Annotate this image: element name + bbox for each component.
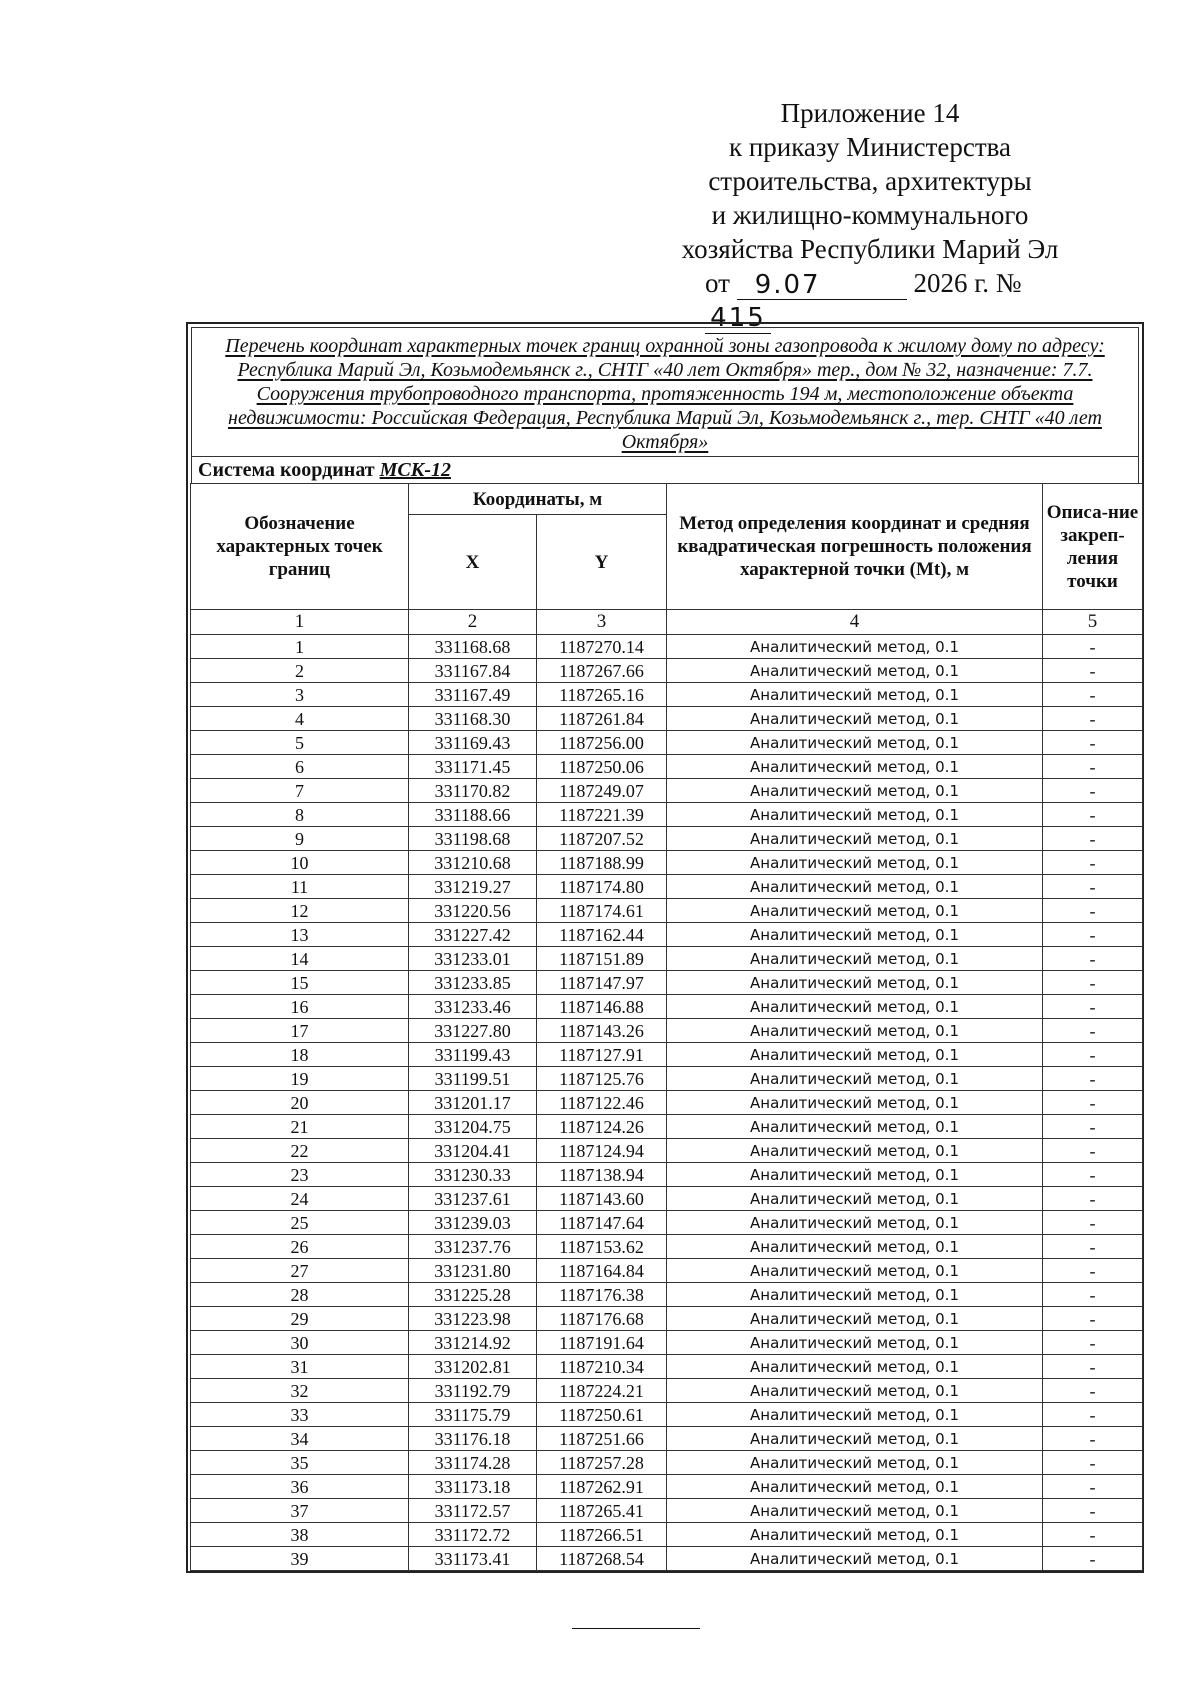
x-coordinate-cell: 331239.03 — [409, 1211, 537, 1235]
point-number-cell: 8 — [191, 803, 409, 827]
y-coordinate-cell: 1187265.41 — [537, 1499, 667, 1523]
table-row — [191, 731, 1143, 755]
y-coordinate-cell: 1187188.99 — [537, 851, 667, 875]
y-coordinate-cell: 1187250.06 — [537, 755, 667, 779]
x-coordinate-cell: 331192.79 — [409, 1379, 537, 1403]
y-coordinate-cell: 1187176.38 — [537, 1283, 667, 1307]
x-coordinate-cell: 331204.41 — [409, 1139, 537, 1163]
point-number-cell: 6 — [191, 755, 409, 779]
table-row — [191, 1331, 1143, 1355]
x-coordinate-cell: 331167.49 — [409, 683, 537, 707]
table-row — [191, 1283, 1143, 1307]
method-cell: Аналитический метод, 0.1 — [667, 635, 1043, 659]
table-row — [191, 1259, 1143, 1283]
method-cell: Аналитический метод, 0.1 — [667, 659, 1043, 683]
x-coordinate-cell: 331204.75 — [409, 1115, 537, 1139]
y-coordinate-cell: 1187153.62 — [537, 1235, 667, 1259]
method-cell: Аналитический метод, 0.1 — [667, 1091, 1043, 1115]
table-row — [191, 707, 1143, 731]
point-number-cell: 36 — [191, 1475, 409, 1499]
coordinate-system-row — [191, 457, 1139, 483]
table-row — [191, 1499, 1143, 1523]
point-number-cell: 23 — [191, 1163, 409, 1187]
y-coordinate-cell: 1187147.64 — [537, 1211, 667, 1235]
y-coordinate-cell: 1187143.26 — [537, 1019, 667, 1043]
point-number-cell: 24 — [191, 1187, 409, 1211]
y-coordinate-cell: 1187151.89 — [537, 947, 667, 971]
header-point: Обозначение характерных точек границ — [191, 484, 409, 610]
point-number-cell: 26 — [191, 1235, 409, 1259]
method-cell: Аналитический метод, 0.1 — [667, 1307, 1043, 1331]
description-cell: - — [1043, 1283, 1143, 1307]
table-row — [191, 1523, 1143, 1547]
y-coordinate-cell: 1187125.76 — [537, 1067, 667, 1091]
x-coordinate-cell: 331220.56 — [409, 899, 537, 923]
method-cell: Аналитический метод, 0.1 — [667, 971, 1043, 995]
description-cell: - — [1043, 827, 1143, 851]
point-number-cell: 19 — [191, 1067, 409, 1091]
coordinate-system-value: МСК-12 — [379, 459, 451, 481]
appendix-line: хозяйства Республики Марий Эл — [681, 234, 1059, 264]
description-cell: - — [1043, 1451, 1143, 1475]
table-row — [191, 779, 1143, 803]
point-number-cell: 18 — [191, 1043, 409, 1067]
table-row — [191, 755, 1143, 779]
date-prefix: от — [705, 268, 730, 298]
description-cell: - — [1043, 1331, 1143, 1355]
table-row — [191, 1451, 1143, 1475]
table-row — [191, 1115, 1143, 1139]
y-coordinate-cell: 1187270.14 — [537, 635, 667, 659]
y-coordinate-cell: 1187266.51 — [537, 1523, 667, 1547]
y-coordinate-cell: 1187268.54 — [537, 1547, 667, 1571]
header-description: Описа-ние закреп-ления точки — [1043, 484, 1143, 610]
column-number: 4 — [667, 610, 1043, 635]
method-cell: Аналитический метод, 0.1 — [667, 827, 1043, 851]
description-cell: - — [1043, 1307, 1143, 1331]
table-row — [191, 1163, 1143, 1187]
point-number-cell: 25 — [191, 1211, 409, 1235]
handwritten-number: 415 — [710, 303, 766, 333]
x-coordinate-cell: 331198.68 — [409, 827, 537, 851]
point-number-cell: 16 — [191, 995, 409, 1019]
table-row — [191, 1139, 1143, 1163]
y-coordinate-cell: 1187143.60 — [537, 1187, 667, 1211]
table-row — [191, 635, 1143, 659]
x-coordinate-cell: 331237.61 — [409, 1187, 537, 1211]
description-cell: - — [1043, 899, 1143, 923]
table-row — [191, 995, 1143, 1019]
table-row — [191, 1307, 1143, 1331]
table-row — [191, 1067, 1143, 1091]
point-number-cell: 3 — [191, 683, 409, 707]
method-cell: Аналитический метод, 0.1 — [667, 1067, 1043, 1091]
y-coordinate-cell: 1187176.68 — [537, 1307, 667, 1331]
point-number-cell: 9 — [191, 827, 409, 851]
column-number: 1 — [191, 610, 409, 635]
point-number-cell: 2 — [191, 659, 409, 683]
method-cell: Аналитический метод, 0.1 — [667, 1331, 1043, 1355]
footer-divider — [572, 1628, 700, 1629]
method-cell: Аналитический метод, 0.1 — [667, 1427, 1043, 1451]
y-coordinate-cell: 1187174.61 — [537, 899, 667, 923]
description-cell: - — [1043, 1427, 1143, 1451]
table-row — [191, 1043, 1143, 1067]
point-number-cell: 34 — [191, 1427, 409, 1451]
method-cell: Аналитический метод, 0.1 — [667, 1355, 1043, 1379]
table-row — [191, 947, 1143, 971]
x-coordinate-cell: 331171.45 — [409, 755, 537, 779]
method-cell: Аналитический метод, 0.1 — [667, 1547, 1043, 1571]
x-coordinate-cell: 331168.30 — [409, 707, 537, 731]
method-cell: Аналитический метод, 0.1 — [667, 1163, 1043, 1187]
description-cell: - — [1043, 1139, 1143, 1163]
point-number-cell: 29 — [191, 1307, 409, 1331]
x-coordinate-cell: 331174.28 — [409, 1451, 537, 1475]
x-coordinate-cell: 331173.18 — [409, 1475, 537, 1499]
method-cell: Аналитический метод, 0.1 — [667, 1139, 1043, 1163]
method-cell: Аналитический метод, 0.1 — [667, 683, 1043, 707]
x-coordinate-cell: 331227.42 — [409, 923, 537, 947]
appendix-line: Приложение 14 — [780, 98, 960, 128]
x-coordinate-cell: 331175.79 — [409, 1403, 537, 1427]
description-cell: - — [1043, 803, 1143, 827]
point-number-cell: 1 — [191, 635, 409, 659]
x-coordinate-cell: 331170.82 — [409, 779, 537, 803]
point-number-cell: 13 — [191, 923, 409, 947]
y-coordinate-cell: 1187122.46 — [537, 1091, 667, 1115]
method-cell: Аналитический метод, 0.1 — [667, 1403, 1043, 1427]
y-coordinate-cell: 1187210.34 — [537, 1355, 667, 1379]
x-coordinate-cell: 331233.01 — [409, 947, 537, 971]
x-coordinate-cell: 331231.80 — [409, 1259, 537, 1283]
description-cell: - — [1043, 779, 1143, 803]
description-cell: - — [1043, 755, 1143, 779]
table-row — [191, 683, 1143, 707]
method-cell: Аналитический метод, 0.1 — [667, 731, 1043, 755]
table-row — [191, 1019, 1143, 1043]
table-row — [191, 1475, 1143, 1499]
description-cell: - — [1043, 1499, 1143, 1523]
point-number-cell: 21 — [191, 1115, 409, 1139]
y-coordinate-cell: 1187146.88 — [537, 995, 667, 1019]
y-coordinate-cell: 1187124.94 — [537, 1139, 667, 1163]
y-coordinate-cell: 1187267.66 — [537, 659, 667, 683]
y-coordinate-cell: 1187221.39 — [537, 803, 667, 827]
method-cell: Аналитический метод, 0.1 — [667, 875, 1043, 899]
x-coordinate-cell: 331233.46 — [409, 995, 537, 1019]
column-number: 5 — [1043, 610, 1143, 635]
method-cell: Аналитический метод, 0.1 — [667, 803, 1043, 827]
coordinates-table-body — [191, 635, 1143, 1571]
description-cell: - — [1043, 1163, 1143, 1187]
point-number-cell: 17 — [191, 1019, 409, 1043]
description-cell: - — [1043, 947, 1143, 971]
year-number-label: 2026 г. № — [913, 268, 1022, 298]
description-cell: - — [1043, 1379, 1143, 1403]
method-cell: Аналитический метод, 0.1 — [667, 1523, 1043, 1547]
table-row — [191, 1379, 1143, 1403]
description-cell: - — [1043, 707, 1143, 731]
point-number-cell: 7 — [191, 779, 409, 803]
description-cell: - — [1043, 1523, 1143, 1547]
description-cell: - — [1043, 1355, 1143, 1379]
column-number-row — [191, 610, 1143, 635]
x-coordinate-cell: 331188.66 — [409, 803, 537, 827]
y-coordinate-cell: 1187164.84 — [537, 1259, 667, 1283]
table-row — [191, 1403, 1143, 1427]
point-number-cell: 15 — [191, 971, 409, 995]
x-coordinate-cell: 331176.18 — [409, 1427, 537, 1451]
description-cell: - — [1043, 683, 1143, 707]
appendix-header — [660, 96, 1080, 333]
table-row — [191, 1547, 1143, 1571]
y-coordinate-cell: 1187261.84 — [537, 707, 667, 731]
order-dateline — [660, 266, 1080, 333]
table-row — [191, 1427, 1143, 1451]
x-coordinate-cell: 331219.27 — [409, 875, 537, 899]
table-row — [191, 875, 1143, 899]
y-coordinate-cell: 1187249.07 — [537, 779, 667, 803]
point-number-cell: 22 — [191, 1139, 409, 1163]
method-cell: Аналитический метод, 0.1 — [667, 899, 1043, 923]
method-cell: Аналитический метод, 0.1 — [667, 1115, 1043, 1139]
appendix-line: к приказу Министерства — [728, 132, 1012, 162]
header-method: Метод определения координат и средняя квадратическая погрешность положения характерной точки (Mt), м — [667, 484, 1043, 610]
x-coordinate-cell: 331199.43 — [409, 1043, 537, 1067]
y-coordinate-cell: 1187207.52 — [537, 827, 667, 851]
x-coordinate-cell: 331210.68 — [409, 851, 537, 875]
x-coordinate-cell: 331167.84 — [409, 659, 537, 683]
description-cell: - — [1043, 1187, 1143, 1211]
y-coordinate-cell: 1187251.66 — [537, 1427, 667, 1451]
point-number-cell: 5 — [191, 731, 409, 755]
description-cell: - — [1043, 1211, 1143, 1235]
point-number-cell: 14 — [191, 947, 409, 971]
x-coordinate-cell: 331237.76 — [409, 1235, 537, 1259]
method-cell: Аналитический метод, 0.1 — [667, 923, 1043, 947]
appendix-line: строительства, архитектуры — [708, 166, 1032, 196]
point-number-cell: 30 — [191, 1331, 409, 1355]
method-cell: Аналитический метод, 0.1 — [667, 851, 1043, 875]
description-cell: - — [1043, 1115, 1143, 1139]
table-row — [191, 899, 1143, 923]
method-cell: Аналитический метод, 0.1 — [667, 779, 1043, 803]
y-coordinate-cell: 1187224.21 — [537, 1379, 667, 1403]
x-coordinate-cell: 331173.41 — [409, 1547, 537, 1571]
y-coordinate-cell: 1187256.00 — [537, 731, 667, 755]
description-cell: - — [1043, 1475, 1143, 1499]
method-cell: Аналитический метод, 0.1 — [667, 1451, 1043, 1475]
point-number-cell: 35 — [191, 1451, 409, 1475]
coordinates-table-frame — [186, 322, 1144, 1573]
order-date-field — [737, 270, 907, 300]
point-number-cell: 32 — [191, 1379, 409, 1403]
point-number-cell: 31 — [191, 1355, 409, 1379]
y-coordinate-cell: 1187124.26 — [537, 1115, 667, 1139]
x-coordinate-cell: 331201.17 — [409, 1091, 537, 1115]
y-coordinate-cell: 1187162.44 — [537, 923, 667, 947]
y-coordinate-cell: 1187127.91 — [537, 1043, 667, 1067]
header-y: Y — [537, 515, 667, 610]
method-cell: Аналитический метод, 0.1 — [667, 1283, 1043, 1307]
column-number: 2 — [409, 610, 537, 635]
method-cell: Аналитический метод, 0.1 — [667, 1043, 1043, 1067]
method-cell: Аналитический метод, 0.1 — [667, 1499, 1043, 1523]
table-row — [191, 1235, 1143, 1259]
description-cell: - — [1043, 659, 1143, 683]
point-number-cell: 39 — [191, 1547, 409, 1571]
description-cell: - — [1043, 1235, 1143, 1259]
description-cell: - — [1043, 971, 1143, 995]
coordinate-system-label: Система координат — [198, 459, 375, 481]
table-row — [191, 659, 1143, 683]
table-caption: Перечень координат характерных точек границ охранной зоны газопровода к жилому дому по адресу: Республика Марий Эл, Козьмодемьянск г., СНТГ «40 лет Октября» тер., дом № 32, назначение: 7.7. Сооружения трубопроводного транспорта, протяженность 194 м, местоположение объекта недвижимости: Российская Федерация, Республика Марий Эл, Козьмодемьянск г., тер. СНТГ «40 лет Октября» — [191, 327, 1139, 457]
point-number-cell: 11 — [191, 875, 409, 899]
y-coordinate-cell: 1187138.94 — [537, 1163, 667, 1187]
x-coordinate-cell: 331225.28 — [409, 1283, 537, 1307]
point-number-cell: 12 — [191, 899, 409, 923]
description-cell: - — [1043, 635, 1143, 659]
table-row — [191, 971, 1143, 995]
point-number-cell: 10 — [191, 851, 409, 875]
method-cell: Аналитический метод, 0.1 — [667, 995, 1043, 1019]
description-cell: - — [1043, 1091, 1143, 1115]
table-row — [191, 923, 1143, 947]
table-row — [191, 851, 1143, 875]
coordinates-table — [190, 483, 1143, 1571]
y-coordinate-cell: 1187147.97 — [537, 971, 667, 995]
handwritten-date: 9.07 — [754, 270, 821, 300]
header-coords: Координаты, м — [409, 484, 667, 515]
point-number-cell: 38 — [191, 1523, 409, 1547]
method-cell: Аналитический метод, 0.1 — [667, 755, 1043, 779]
x-coordinate-cell: 331169.43 — [409, 731, 537, 755]
description-cell: - — [1043, 1259, 1143, 1283]
column-number: 3 — [537, 610, 667, 635]
y-coordinate-cell: 1187174.80 — [537, 875, 667, 899]
table-row — [191, 1091, 1143, 1115]
y-coordinate-cell: 1187191.64 — [537, 1331, 667, 1355]
point-number-cell: 20 — [191, 1091, 409, 1115]
description-cell: - — [1043, 923, 1143, 947]
y-coordinate-cell: 1187265.16 — [537, 683, 667, 707]
x-coordinate-cell: 331168.68 — [409, 635, 537, 659]
table-row — [191, 803, 1143, 827]
point-number-cell: 27 — [191, 1259, 409, 1283]
description-cell: - — [1043, 1019, 1143, 1043]
method-cell: Аналитический метод, 0.1 — [667, 1187, 1043, 1211]
method-cell: Аналитический метод, 0.1 — [667, 947, 1043, 971]
y-coordinate-cell: 1187257.28 — [537, 1451, 667, 1475]
x-coordinate-cell: 331199.51 — [409, 1067, 537, 1091]
x-coordinate-cell: 331202.81 — [409, 1355, 537, 1379]
method-cell: Аналитический метод, 0.1 — [667, 1259, 1043, 1283]
point-number-cell: 37 — [191, 1499, 409, 1523]
method-cell: Аналитический метод, 0.1 — [667, 1235, 1043, 1259]
x-coordinate-cell: 331214.92 — [409, 1331, 537, 1355]
x-coordinate-cell: 331172.72 — [409, 1523, 537, 1547]
point-number-cell: 28 — [191, 1283, 409, 1307]
point-number-cell: 33 — [191, 1403, 409, 1427]
appendix-line: и жилищно-коммунального — [711, 200, 1029, 230]
method-cell: Аналитический метод, 0.1 — [667, 1211, 1043, 1235]
x-coordinate-cell: 331230.33 — [409, 1163, 537, 1187]
x-coordinate-cell: 331227.80 — [409, 1019, 537, 1043]
description-cell: - — [1043, 851, 1143, 875]
description-cell: - — [1043, 731, 1143, 755]
description-cell: - — [1043, 995, 1143, 1019]
y-coordinate-cell: 1187250.61 — [537, 1403, 667, 1427]
description-cell: - — [1043, 1547, 1143, 1571]
description-cell: - — [1043, 1043, 1143, 1067]
header-x: X — [409, 515, 537, 610]
table-row — [191, 1211, 1143, 1235]
method-cell: Аналитический метод, 0.1 — [667, 1019, 1043, 1043]
y-coordinate-cell: 1187262.91 — [537, 1475, 667, 1499]
description-cell: - — [1043, 1403, 1143, 1427]
x-coordinate-cell: 331223.98 — [409, 1307, 537, 1331]
x-coordinate-cell: 331233.85 — [409, 971, 537, 995]
table-row — [191, 827, 1143, 851]
description-cell: - — [1043, 875, 1143, 899]
table-row — [191, 1355, 1143, 1379]
x-coordinate-cell: 331172.57 — [409, 1499, 537, 1523]
point-number-cell: 4 — [191, 707, 409, 731]
method-cell: Аналитический метод, 0.1 — [667, 1379, 1043, 1403]
method-cell: Аналитический метод, 0.1 — [667, 1475, 1043, 1499]
table-row — [191, 1187, 1143, 1211]
description-cell: - — [1043, 1067, 1143, 1091]
method-cell: Аналитический метод, 0.1 — [667, 707, 1043, 731]
